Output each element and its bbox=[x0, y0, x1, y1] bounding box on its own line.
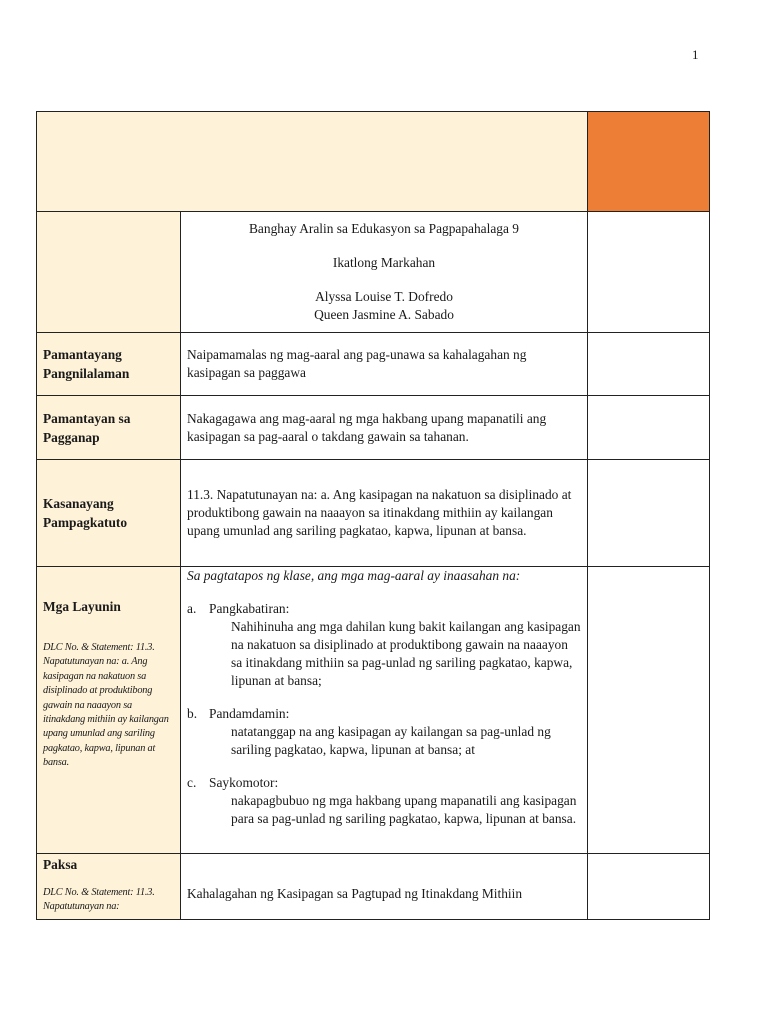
objectives-intro: Sa pagtatapos ng klase, ang mga mag-aaral ay inaasahan na: bbox=[187, 568, 521, 583]
objectives-label: Mga Layunin bbox=[43, 599, 121, 614]
side-notes-cell bbox=[588, 567, 710, 854]
page-number: 1 bbox=[692, 47, 699, 62]
competency-text: 11.3. Napatutunayan na: a. Ang kasipagan na nakatuon sa disiplinado at produktibong gawain na naaayon sa itinakdang mithiin ay kailangan upang umunlad ang sariling pagkatao, kapwa, lipunan at bansa. bbox=[181, 460, 588, 567]
title-row bbox=[37, 212, 710, 333]
row-label-line: Pangnilalaman bbox=[43, 366, 130, 381]
header-banner-cell bbox=[37, 112, 588, 212]
row-label-line: Pamantayang bbox=[43, 347, 122, 362]
author-name: Queen Jasmine A. Sabado bbox=[314, 307, 454, 322]
performance-standard-text: Nakagagawa ang mag-aaral ng mga hakbang upang mapanatili ang kasipagan sa pag-aaral o takdang gawain sa tahanan. bbox=[181, 396, 588, 460]
title-label-cell bbox=[37, 212, 181, 333]
row-label bbox=[37, 396, 181, 460]
topic-label: Paksa bbox=[43, 857, 78, 872]
lesson-plan-table bbox=[36, 111, 710, 920]
objective-text: nakapagbubuo ng mga hakbang upang mapanatili ang kasipagan para sa pag-unlad ng sariling pagkatao, kapwa, lipunan at bansa. bbox=[231, 793, 577, 826]
objectives-row bbox=[37, 567, 710, 854]
objective-heading: a. Pangkabatiran: bbox=[187, 601, 290, 616]
row-label-line: Pampagkatuto bbox=[43, 515, 128, 530]
row-label-line: Kasanayang bbox=[43, 496, 114, 511]
objective-text: Nahihinuha ang mga dahilan kung bakit kailangan ang kasipagan na nakatuon sa disiplinado at produktibong gawain na naaayon sa itinakdang mithiin sa pag-unlad ng sariling pagkatao, kapwa, lipunan at bansa; bbox=[231, 619, 581, 688]
header-row bbox=[37, 112, 710, 212]
author-name: Alyssa Louise T. Dofredo bbox=[315, 289, 453, 304]
row-label-line: Pagganap bbox=[43, 429, 100, 445]
quarter-label: Ikatlong Markahan bbox=[332, 255, 436, 270]
header-accent-cell bbox=[588, 112, 710, 212]
objective-heading: b. Pandamdamin: bbox=[187, 706, 290, 721]
side-notes-cell bbox=[588, 460, 710, 567]
row-label bbox=[37, 333, 181, 396]
lesson-plan-title: Banghay Aralin sa Edukasyon sa Pagpapahalaga 9 bbox=[249, 221, 519, 236]
topic-row bbox=[37, 854, 710, 920]
content-standard-row bbox=[37, 333, 710, 396]
row-label-line: Pamantayan sa bbox=[43, 410, 131, 426]
side-notes-cell bbox=[588, 854, 710, 920]
performance-standard-row bbox=[37, 396, 710, 460]
content-standard-text: Naipamamalas ng mag-aaral ang pag-unawa sa kahalagahan ng kasipagan sa paggawa bbox=[181, 333, 588, 396]
objectives-content bbox=[181, 567, 588, 854]
dlc-note: DLC No. & Statement: 11.3. Napatutunayan na: bbox=[43, 887, 155, 913]
objective-heading: c. Saykomotor: bbox=[187, 775, 279, 790]
competency-row bbox=[37, 460, 710, 567]
row-label bbox=[37, 567, 181, 854]
side-notes-cell bbox=[588, 212, 710, 333]
topic-text: Kahalagahan ng Kasipagan sa Pagtupad ng Itinakdang Mithiin bbox=[181, 854, 588, 920]
side-notes-cell bbox=[588, 333, 710, 396]
side-notes-cell bbox=[588, 396, 710, 460]
row-label bbox=[37, 854, 181, 920]
dlc-note: DLC No. & Statement: 11.3. Napatutunayan na: a. Ang kasipagan na nakatuon sa disiplinado at produktibong gawain na naaayon sa itinakdang mithiin ay kailangan upang umunlad ang sariling pagkatao, kapwa, lipunan at bansa. bbox=[43, 642, 169, 769]
title-block bbox=[181, 212, 588, 333]
row-label bbox=[37, 460, 181, 567]
objective-text: natatanggap na ang kasipagan ay kailangan sa pag-unlad ng sariling pagkatao, kapwa, lipunan at bansa; at bbox=[231, 724, 551, 757]
